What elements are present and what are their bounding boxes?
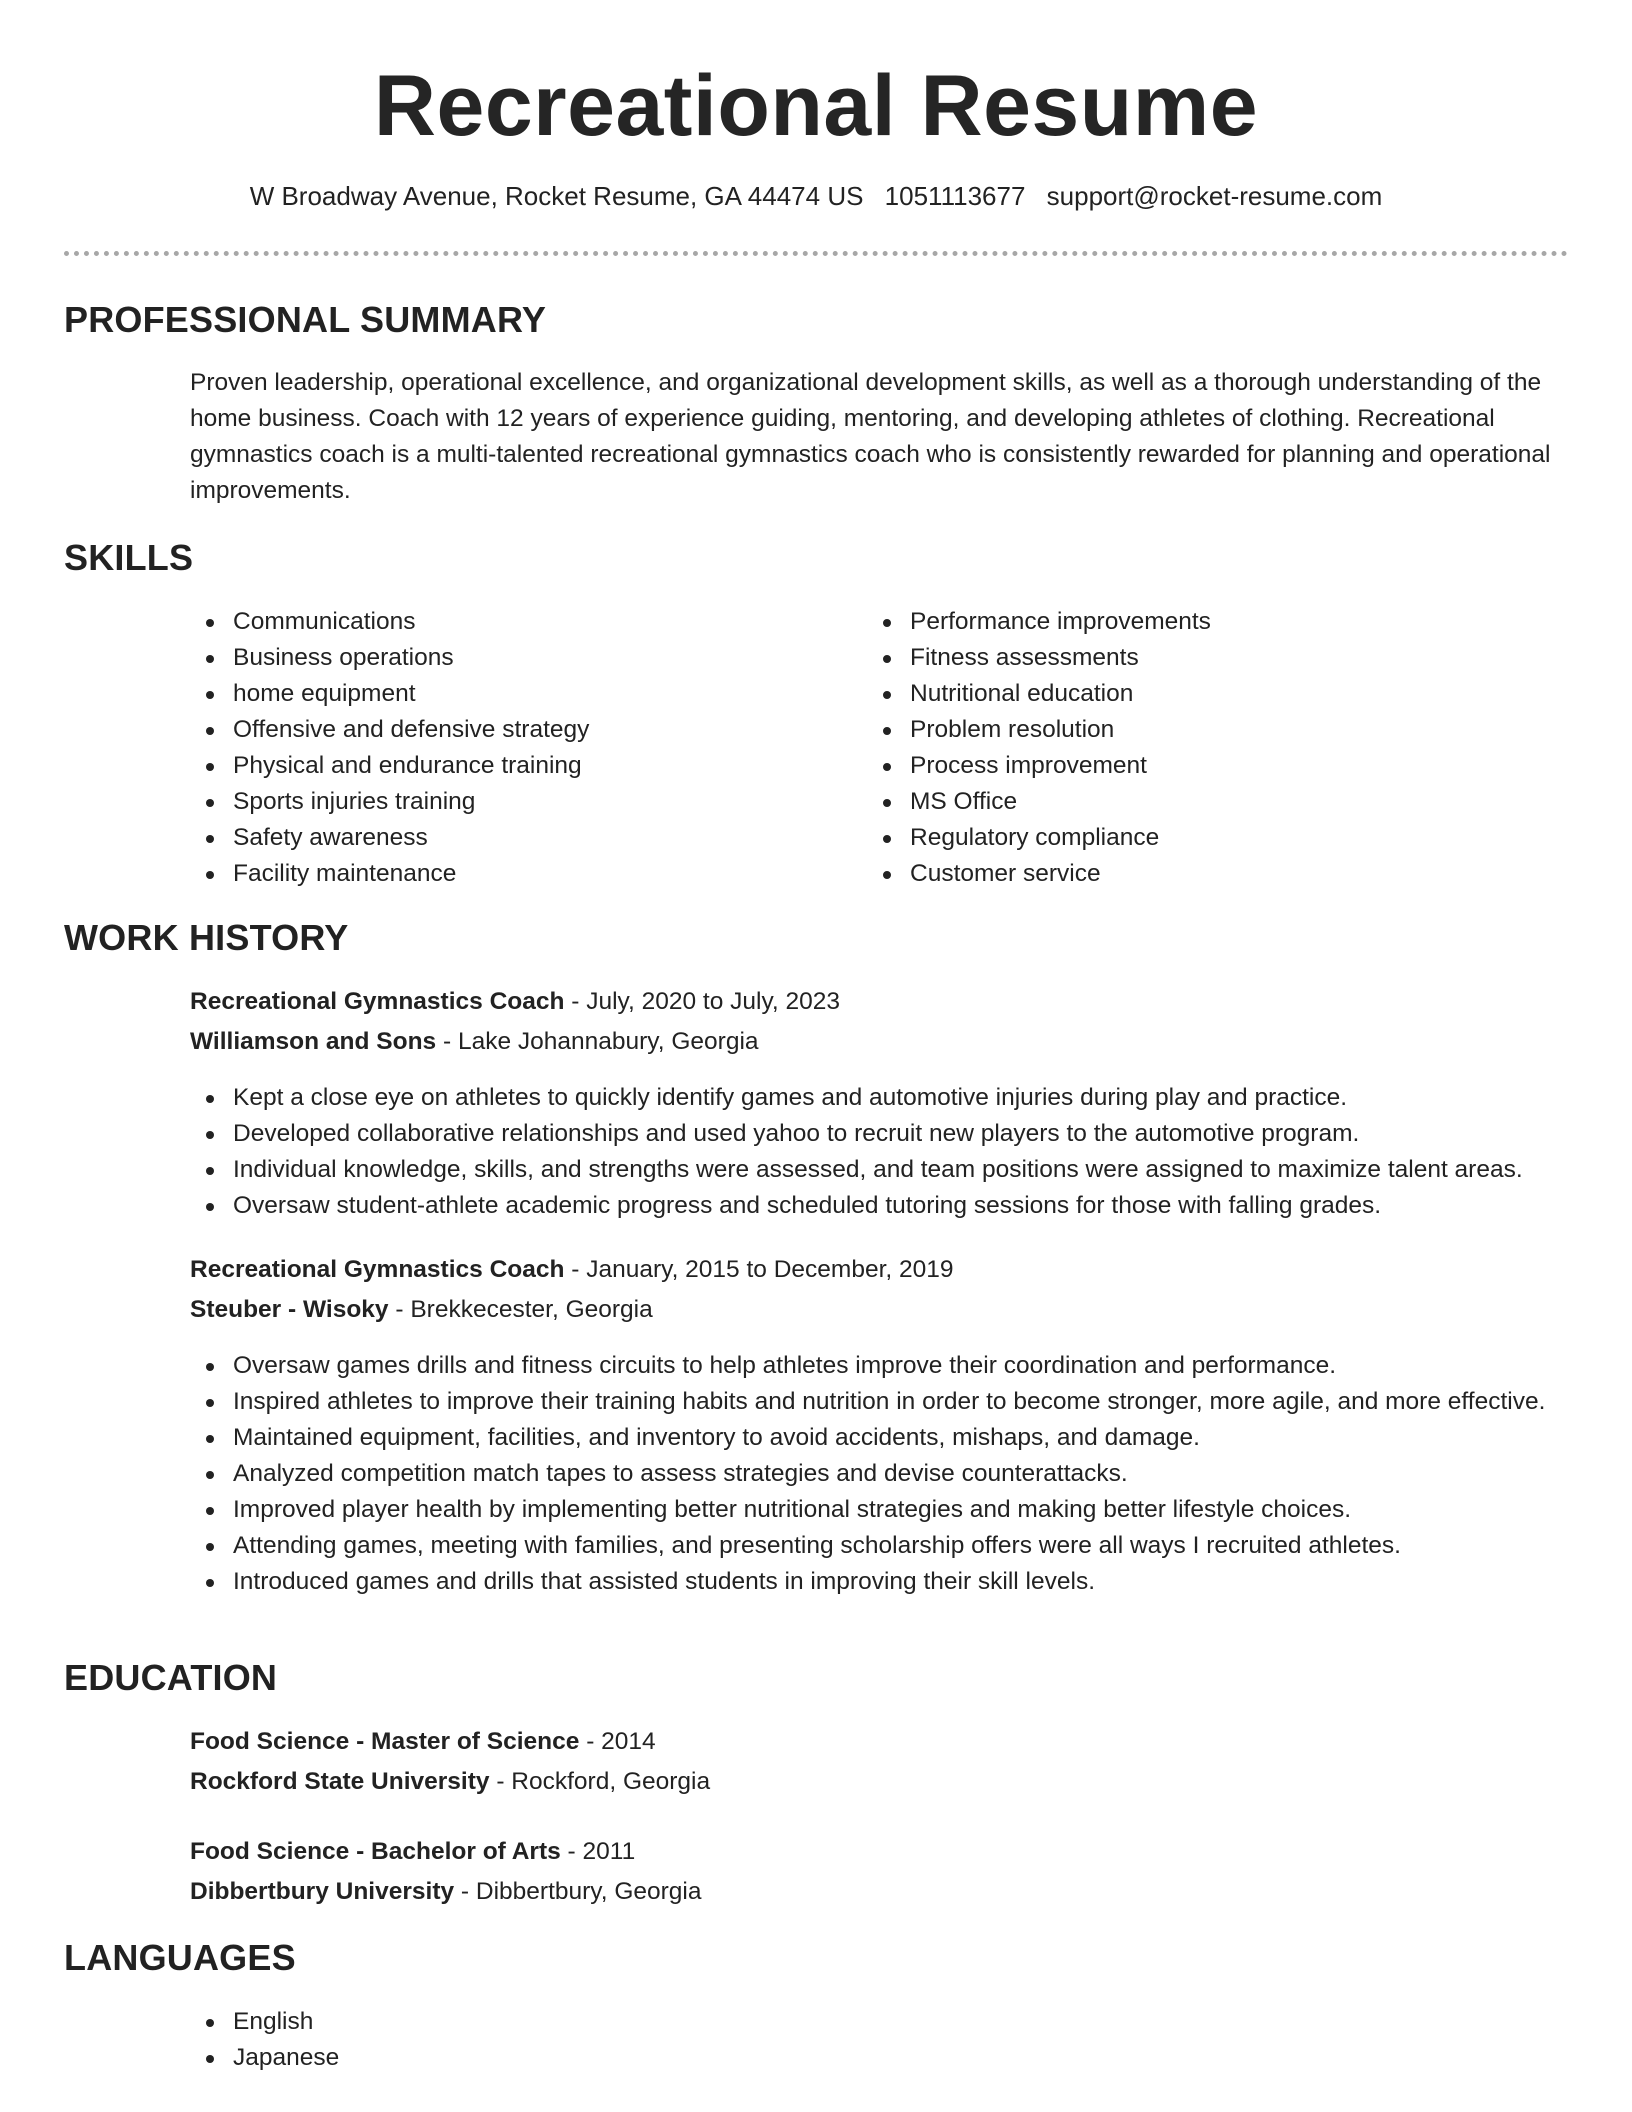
skill-item: Sports injuries training (190, 784, 850, 820)
job-bullet: Developed collaborative relationships and used yahoo to recruit new players to the automotive program. (190, 1116, 1570, 1152)
languages-heading: LANGUAGES (64, 1937, 296, 1978)
job-entry (190, 1250, 1570, 1330)
skill-item: Business operations (190, 640, 850, 676)
skill-item: Problem resolution (867, 712, 1527, 748)
header-divider (64, 251, 1568, 256)
skill-item: Facility maintenance (190, 856, 850, 892)
job-bullet: Analyzed competition match tapes to assess strategies and devise counterattacks. (190, 1456, 1570, 1492)
education-school-line (190, 1872, 1570, 1912)
summary-text: Proven leadership, operational excellence, and organizational development skills, as well as a thorough understanding of the home business. Coach with 12 years of experience guiding, mentoring, and developing athletes of clothing. Recreational gymnastics coach is a multi-talented recreational gymnastics coach who is consistently rewarded for planning and operational improvements. (190, 369, 1551, 504)
job-location: - Brekkecester, Georgia (388, 1296, 653, 1323)
job-company: Steuber - Wisoky (190, 1296, 389, 1323)
job-bullet: Oversaw student-athlete academic progress and scheduled tutoring sessions for those with falling grades. (190, 1188, 1570, 1224)
skills-heading: SKILLS (64, 537, 194, 578)
education-year: - 2014 (579, 1728, 656, 1755)
skill-item: Safety awareness (190, 820, 850, 856)
contact-email: support@rocket-resume.com (1046, 181, 1383, 211)
job-title-line (190, 1250, 1570, 1290)
language-item: English (190, 2004, 1570, 2040)
job-bullet: Introduced games and drills that assisted students in improving their skill levels. (190, 1564, 1570, 1600)
job-company-line (190, 1022, 1570, 1062)
skill-item: Communications (190, 604, 850, 640)
education-entry (190, 1832, 1570, 1912)
education-school: Rockford State University (190, 1768, 490, 1795)
skill-item: Customer service (867, 856, 1527, 892)
skill-item: Offensive and defensive strategy (190, 712, 850, 748)
job-bullet: Inspired athletes to improve their training habits and nutrition in order to become stronger, more agile, and more effective. (190, 1384, 1570, 1420)
skill-item: Process improvement (867, 748, 1527, 784)
job-title-line (190, 982, 1570, 1022)
contact-phone: 1051113677 (884, 181, 1026, 211)
job-bullet: Maintained equipment, facilities, and inventory to avoid accidents, mishaps, and damage. (190, 1420, 1570, 1456)
job-role: Recreational Gymnastics Coach (190, 988, 565, 1015)
resume-name: Recreational Resume (373, 58, 1259, 154)
education-location: - Rockford, Georgia (489, 1768, 711, 1795)
job-bullet: Individual knowledge, skills, and strengths were assessed, and team positions were assigned to maximize talent areas. (190, 1152, 1570, 1188)
education-school-line (190, 1762, 1570, 1802)
education-degree: Food Science - Master of Science (190, 1728, 580, 1755)
education-degree-line (190, 1832, 1570, 1872)
education-degree: Food Science - Bachelor of Arts (190, 1838, 561, 1865)
job-entry (190, 982, 1570, 1062)
job-bullet: Improved player health by implementing better nutritional strategies and making better lifestyle choices. (190, 1492, 1570, 1528)
summary-heading: PROFESSIONAL SUMMARY (64, 299, 547, 340)
skill-item: Fitness assessments (867, 640, 1527, 676)
job-dates: - July, 2020 to July, 2023 (564, 988, 841, 1015)
skill-item: Performance improvements (867, 604, 1527, 640)
skill-item: Physical and endurance training (190, 748, 850, 784)
education-school: Dibbertbury University (190, 1878, 455, 1905)
job-bullets (190, 1348, 1570, 1600)
skill-item: Nutritional education (867, 676, 1527, 712)
skills-column-left (190, 604, 850, 892)
job-company-line (190, 1290, 1570, 1330)
work-heading: WORK HISTORY (64, 917, 349, 958)
skill-item: MS Office (867, 784, 1527, 820)
job-location: - Lake Johannabury, Georgia (436, 1028, 759, 1055)
education-heading: EDUCATION (64, 1657, 278, 1698)
job-bullet: Attending games, meeting with families, and presenting scholarship offers were all ways I recruited athletes. (190, 1528, 1570, 1564)
contact-line (0, 176, 1632, 216)
education-entry (190, 1722, 1570, 1802)
skill-item: home equipment (190, 676, 850, 712)
skill-item: Regulatory compliance (867, 820, 1527, 856)
contact-address: W Broadway Avenue, Rocket Resume, GA 44474 US (249, 181, 864, 211)
job-bullet: Oversaw games drills and fitness circuits to help athletes improve their coordination and performance. (190, 1348, 1570, 1384)
language-item: Japanese (190, 2040, 1570, 2076)
job-dates: - January, 2015 to December, 2019 (564, 1256, 954, 1283)
job-role: Recreational Gymnastics Coach (190, 1256, 565, 1283)
job-bullet: Kept a close eye on athletes to quickly identify games and automotive injuries during play and practice. (190, 1080, 1570, 1116)
languages-list (190, 2004, 1570, 2076)
education-year: - 2011 (560, 1838, 636, 1865)
education-location: - Dibbertbury, Georgia (454, 1878, 702, 1905)
job-bullets (190, 1080, 1570, 1224)
job-company: Williamson and Sons (190, 1028, 437, 1055)
skills-column-right (867, 604, 1527, 892)
education-degree-line (190, 1722, 1570, 1762)
